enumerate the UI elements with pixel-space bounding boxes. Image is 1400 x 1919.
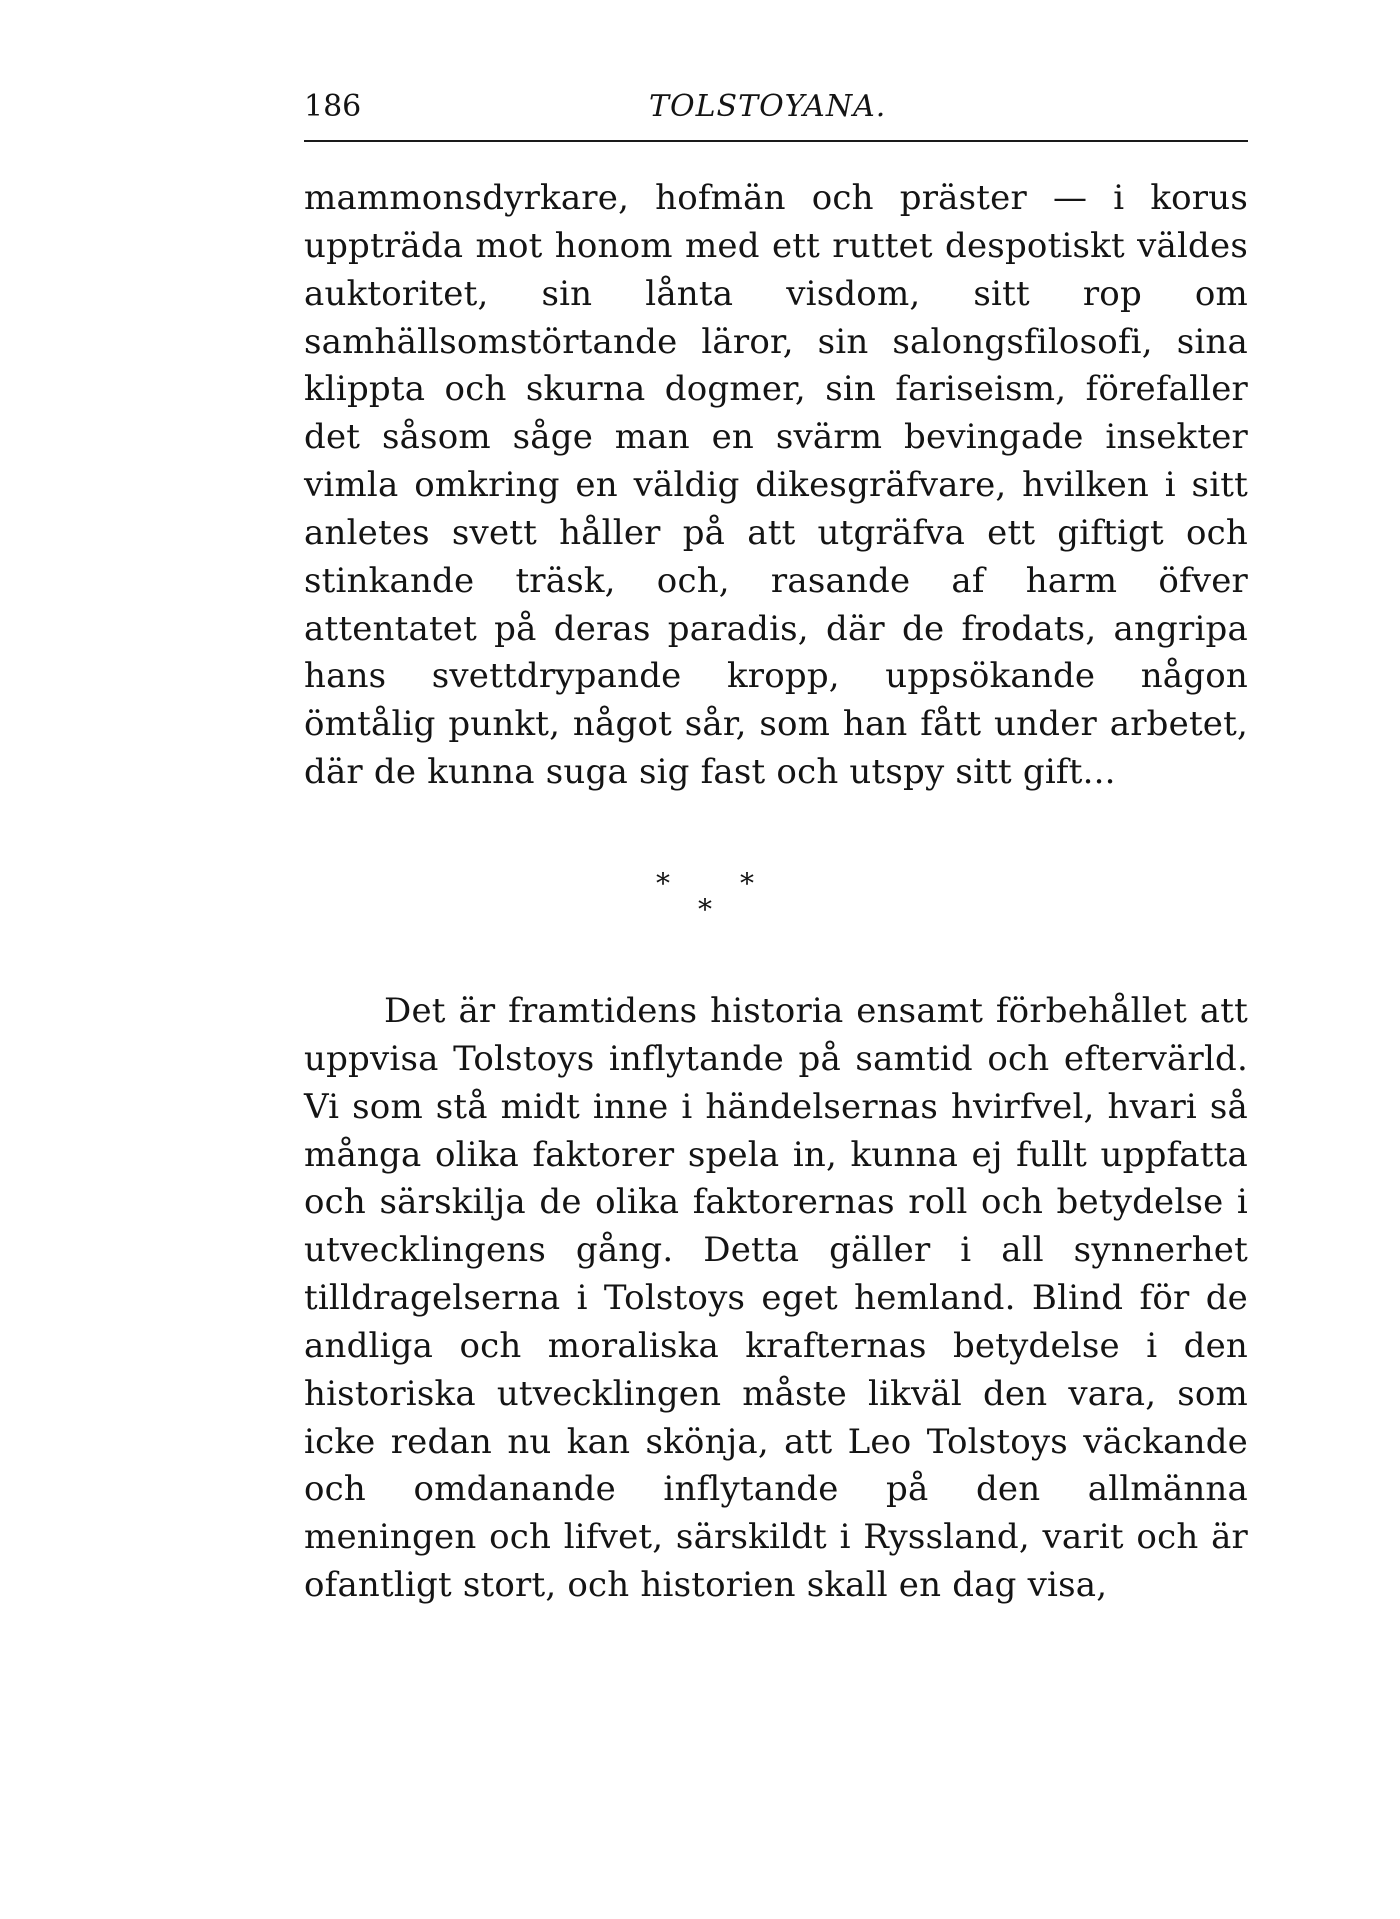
asterisk-icon: *: [740, 867, 754, 900]
paragraph-continuation: mammonsdyrkare, hofmän och präster — i korus uppträda mot honom med ett ruttet despotiskt väldes auktoritet, sin lånta visdom, sitt rop om samhällsomstörtande läror, sin salongsfilosofi, sina klippta och skurna dogmer, sin fariseism, förefaller det såsom såge man en svärm bevingade insekter vimla omkring en väldig dikesgräfvare, hvilken i sitt anletes svett håller på att utgräfva ett giftigt och stinkande träsk, och, rasande af harm öfver attentatet på deras paradis, där de frodats, angripa hans svettdrypande kropp, uppsökande någon ömtålig punkt, något sår, som han fått under arbetet, där de kunna suga sig fast och utspy sitt gift...: [304, 178, 1248, 793]
asterisk-icon: *: [656, 867, 670, 900]
running-header: [304, 90, 1248, 136]
running-title: TOLSTOYANA.: [649, 89, 887, 124]
header-rule: [304, 140, 1248, 142]
section-separator-asterism: [656, 867, 856, 940]
page-number: 186: [304, 89, 362, 124]
asterisk-icon: *: [698, 893, 712, 926]
paragraph-new-section: Det är framtidens historia ensamt förbehållet att uppvisa Tolstoys inflytande på samtid och eftervärld. Vi som stå midt inne i händelsernas hvirfvel, hvari så många olika faktorer spela in, kunna ej fullt uppfatta och särskilja de olika faktorernas roll och betydelse i utvecklingens gång. Detta gäller i all synnerhet tilldragelserna i Tolstoys eget hemland. Blind för de andliga och moraliska krafternas betydelse i den historiska utvecklingen måste likväl den vara, som icke redan nu kan skönja, att Leo Tolstoys väckande och omdanande inflytande på den allmänna meningen och lifvet, särskildt i Ryssland, varit och är ofantligt stort, och historien skall en dag visa,: [304, 991, 1248, 1606]
